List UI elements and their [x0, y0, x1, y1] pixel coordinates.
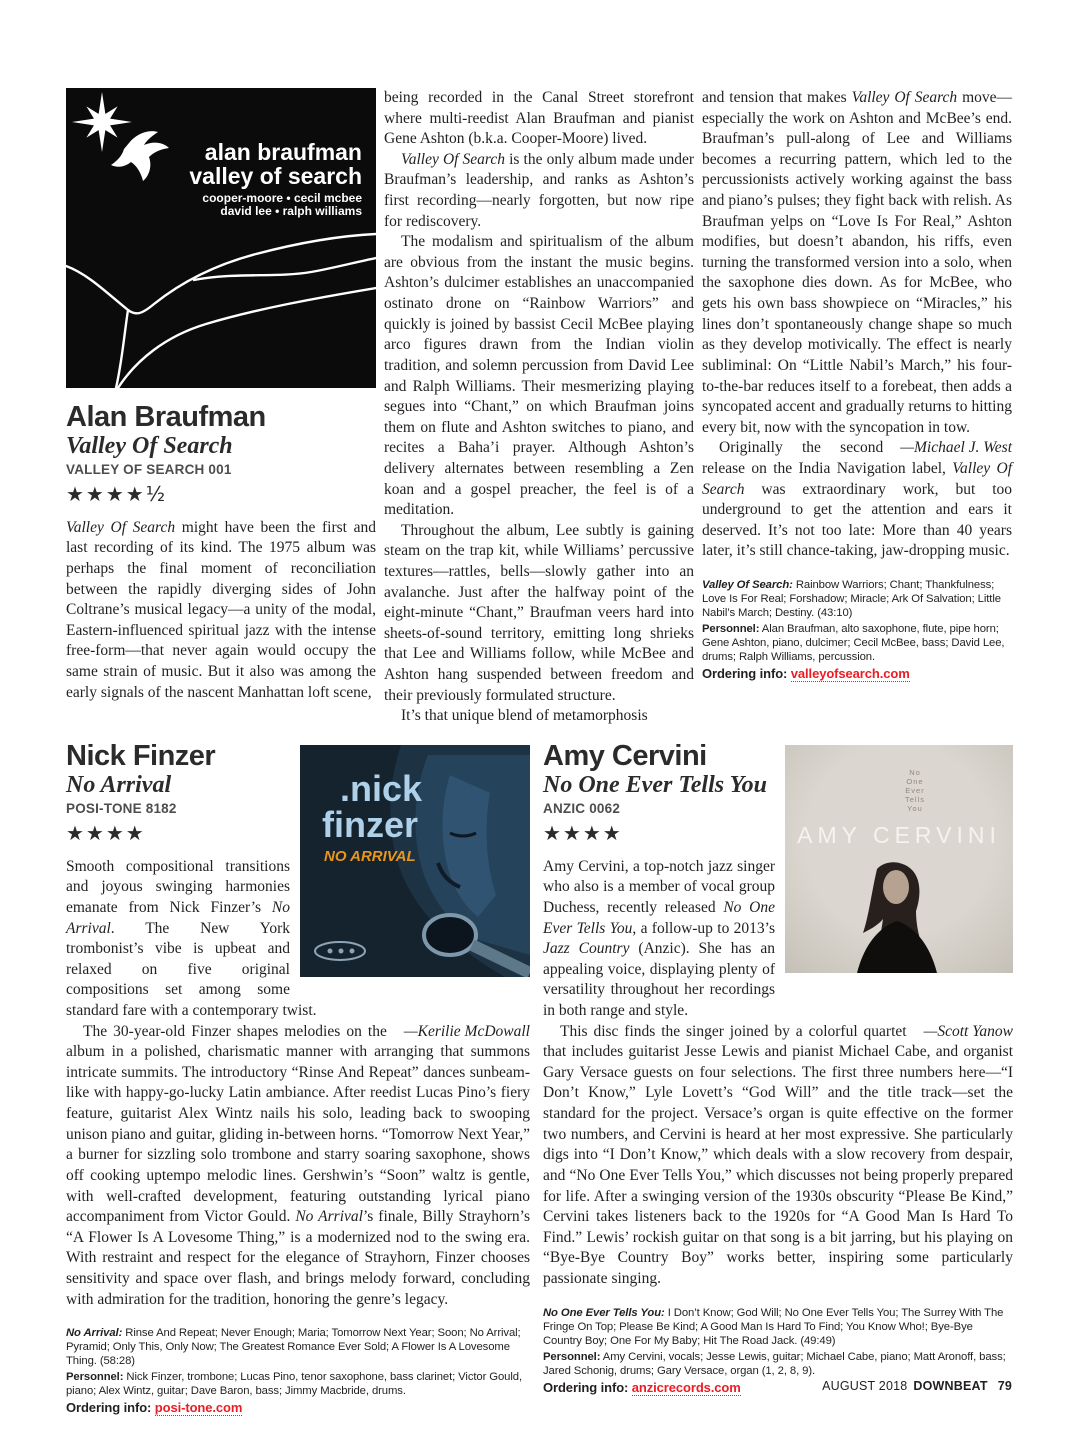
album-title: Valley Of Search [66, 432, 233, 459]
ordering-label: Ordering info: [543, 1379, 632, 1395]
tracklist-label: No Arrival: [66, 1327, 123, 1340]
tracklist-text: Rainbow Warriors; Chant; Thankfulness; Love Is For Real; Forshadow; Miracle; Ark Of Salvation; Little Nabil’s March; Destiny. (43:10) [702, 579, 1001, 620]
star-rating: ★★★★ [543, 820, 623, 845]
cover-title-line1: .nick [340, 768, 423, 809]
artist-name: Amy Cervini [543, 740, 707, 772]
braufman-album-info [702, 578, 1012, 682]
finzer-album-info [66, 1326, 530, 1416]
ordering-link[interactable]: valleyofsearch.com [790, 666, 910, 682]
personnel-label: Personnel: [702, 623, 760, 636]
cover-title-line2: valley of search [189, 163, 362, 189]
italic-run: Valley Of Search [851, 89, 958, 106]
paragraph [543, 1022, 1013, 1290]
braufman-cover-art [66, 88, 376, 388]
text-run: , a follow-up to 2013’s [632, 919, 775, 937]
personnel [702, 622, 1012, 664]
finzer-cover-art [300, 745, 530, 977]
paragraph [384, 150, 694, 232]
cover-title-line2: finzer [322, 804, 419, 845]
text-run: and tension that makes [702, 89, 852, 106]
paragraph [66, 1022, 530, 1311]
tracklist-text: I Don’t Know; God Will; No One Ever Tells You; The Surrey With The Fringe On Top; Please Be Kind; A Good Man Is Hard To Find; You Know Who!; Bye-Bye Country Boy; One For My Baby; Hit The Road Jack. (49:49) [543, 1306, 1004, 1347]
text-run: might have been the first and last recording of its kind. The 1975 album was perhaps the final moment of reconciliation between the rapidly diverging sides of John Coltrane’s musical legacy—a unity of the modal, Eastern-influenced spiritual jazz with the intense free-form—that never again would occupy the same strain of music. But it also was among the early signals of the nascent Manhattan loft scene, [66, 518, 376, 701]
text-run: being recorded in the Canal Street storefront where multi-reedist Alan Braufman and pianist Gene Ashton (b.k.a. Cooper-Moore) lived. [384, 89, 694, 148]
italic-run: No Arrival [66, 898, 290, 937]
tracklist [543, 1306, 1013, 1348]
svg-text:One: One [906, 777, 924, 786]
footer-page-number: 79 [997, 1379, 1012, 1393]
italic-run: No One Ever Tells You [543, 898, 775, 937]
braufman-column-2 [384, 88, 694, 727]
personnel-label: Personnel: [543, 1350, 601, 1363]
reviewer-byline: —Scott Yanow [923, 1022, 1013, 1040]
text-run: It’s that unique blend of metamorphosis [401, 707, 648, 725]
personnel-text: Alan Braufman, alto saxophone, flute, pipe horn; Gene Ashton, piano, dulcimer; Cecil McBee, bass; David Lee, drums; Ralph Williams, percussion. [702, 623, 1005, 664]
personnel-text: Amy Cervini, vocals; Jesse Lewis, guitar; Michael Cabe, piano; Matt Aronoff, bass; Jared Schonig, drums; Gary Versace, organ (1, 2, 8, 9). [543, 1350, 1006, 1377]
cervini-review [543, 742, 1013, 1398]
braufman-header [66, 403, 376, 506]
cover-credits-line2: david lee • ralph williams [220, 204, 362, 218]
text-run: move—especially the work on Ashton and McBee’s end. Braufman’s pull-along of Lee and Williams becomes a recurring pattern, which led to the percussionists actively working against the bass and piano’s pulses; they fight back with relish. As Braufman yelps on “Love Is For Real,” Ashton modifies, but doesn’t abandon, his riffs, even turning the transformed version into a solo, when the saxophone dies down. As for McBee, who gets his own bass showpiece on “Miracles,” his lines don’t spontaneously change shape so much as they develop motivically. The effect is nearly subliminal: On “Little Nabil’s March,” his four-to-the-bar reduces itself to a forebeat, then adds a syncopated accent and gradually returns to hitting every bit, now with the syncopation in tow. [702, 89, 1013, 436]
ordering-link[interactable]: posi-tone.com [154, 1400, 243, 1416]
ordering-info [702, 666, 1012, 682]
text-run: The 30-year-old Finzer shapes melodies on the album in a polished, charismatic manner with arranging that summons intricate summits. The introductory “Rinse And Repeat” dances sunbeam-like with happy-go-lucky Latin ambiance. After reedist Lucas Pino’s fiery feature, guitarist Alex Wintz nails his solo, leading back to swooping unison piano and guitar, gliding in-between horns. “Tomorrow Next Year,” a burner for sizzling solo trombone and starry soaring saxophone, shows off cooking uptempo melodic lines. Gershwin’s “Soon” waltz is gentle, with well-crafted development, featuring outstanding lyrical piano accompaniment from Victor Gould. [66, 1022, 530, 1226]
paragraph [384, 232, 694, 521]
italic-run: Valley Of Search [702, 459, 1013, 498]
braufman-column-1 [66, 88, 376, 727]
text-run: Originally the second release on the India Navigation label, [702, 439, 953, 477]
reviewer-byline: —Kerilie McDowall [403, 1022, 530, 1040]
catalog-number: VALLEY OF SEARCH 001 [66, 461, 232, 477]
cover-subtitle: NO ARRIVAL [324, 848, 416, 865]
album-title: No Arrival [66, 771, 172, 798]
footer-issue: AUGUST 2018 [822, 1379, 908, 1393]
paragraph [702, 438, 1012, 562]
tracklist-text: Rinse And Repeat; Never Enough; Maria; Tomorrow Next Year; Soon; No Arrival; Pyramid; Only This, Only Now; The Greatest Romance Ever Sold; A Flower Is A Lovesome Thing. (58:28) [66, 1327, 521, 1368]
italic-run: No Arrival [295, 1208, 363, 1226]
page-footer [822, 1379, 1012, 1393]
star-rating: ★★★★½ [66, 481, 168, 506]
svg-text:You: You [907, 804, 923, 813]
paragraph [702, 88, 1012, 438]
ordering-info [66, 1400, 530, 1416]
text-run: was extraordinary work, but too underground to get the attention and ears it deserved. It’s not too late: More than 40 years later, it’s still chance-taking, jaw-dropping music. [702, 480, 1012, 560]
italic-run: Valley Of Search [66, 518, 176, 536]
text-run: ’s finale, Billy Strayhorn’s “A Flower Is A Lovesome Thing,” is a modernized nod to the swing era. With restraint and respect for the elegance of Strayhorn, Finzer chooses sensitivity and space over flash, and brings melody forward, concluding with admiration for the tradition, honoring the genre’s legacy. [66, 1208, 530, 1308]
braufman-column-3 [702, 88, 1012, 727]
review-text-col1 [66, 518, 376, 703]
reviewer-byline: —Michael J. West [900, 439, 1012, 457]
ordering-link[interactable]: anzicrecords.com [631, 1379, 741, 1395]
text-run: . The New York trombonist’s vibe is upbeat and relaxed on five original compositions set among some standard fare with a contemporary twist. [66, 919, 317, 1020]
album-title: No One Ever Tells You [543, 771, 768, 798]
text-run: Smooth compositional transitions and joyous swinging harmonies emanate from Nick Finzer’s [66, 857, 290, 916]
footer-magazine-name: DOWNBEAT [913, 1379, 988, 1393]
finzer-review [66, 742, 530, 1418]
text-run: The modalism and spiritualism of the album are obvious from the instant the music begins. Ashton’s dulcimer establishes an unaccompanied ostinato drone on “Rainbow Warriors” and quickly is joined by bassist Cecil McBee playing arco figures drawn from the Indian violin tradition, and solemn percussion from David Lee and Ralph Williams. Their mesmerizing playing segues into “Chant,” on which Braufman joins them on flute and Ashton switches to piano, and recites a Baha’i prayer. Although Ashton’s delivery alternates between resembling a Zen koan and a gospel preacher, the feel is of a meditation. [384, 233, 694, 519]
tracklist-label: No One Ever Tells You: [543, 1306, 665, 1319]
paragraph [384, 706, 694, 727]
tracklist [66, 1326, 530, 1368]
artist-name: Nick Finzer [66, 740, 216, 772]
album-cover-braufman [66, 88, 376, 388]
review-text-col3 [702, 88, 1012, 562]
ordering-label: Ordering info: [702, 666, 791, 682]
text-run: This disc finds the singer joined by a colorful quartet that includes guitarist Jesse Lewis and pianist Michael Cabe, and organist Gary Versace guests on four selections. The first three numbers here—“I Don’t Know,” Lyle Lovett’s “God Will” and the title track—set the standard for the project. Versace’s organ is quite effective on the former two numbers, and Cervini is heard at her most expressive. She particularly digs into “I Don’t Know,” which deals with a slow recovery from despair, and “No One Ever Tells You,” which discusses not being properly prepared for life. After a swinging version of the 1930s obscurity “Please Be Kind,” Cervini takes listeners back to the 1920s for “A Good Man Is Hard To Find.” Lewis’ rockish guitar on that song is a bit jarring, but his playing on “Bye-Bye Country Boy” works better, inspiring some particularly passionate singing. [543, 1022, 1013, 1287]
text-run: (Anzic). She has an appealing voice, displaying plenty of versatility throughout her recordings in both range and style. [543, 940, 776, 1020]
personnel-label: Personnel: [66, 1371, 124, 1384]
tracklist-label: Valley Of Search: [702, 579, 793, 592]
star-rating: ★★★★ [66, 820, 146, 845]
album-cover-finzer [300, 745, 530, 982]
tracklist [702, 578, 1012, 620]
ordering-label: Ordering info: [66, 1400, 155, 1416]
personnel [543, 1350, 1013, 1378]
svg-text:Ever: Ever [905, 786, 925, 795]
svg-text:No: No [909, 768, 921, 777]
braufman-review [66, 88, 1012, 727]
trombone-mouthpiece [424, 915, 476, 955]
paragraph [66, 518, 376, 703]
album-cover-cervini [785, 745, 1013, 978]
cover-title-line1: alan braufman [204, 139, 362, 165]
catalog-number: ANZIC 0062 [543, 800, 621, 816]
svg-text:Tells: Tells [904, 795, 926, 804]
italic-run: Jazz Country [543, 940, 630, 958]
text-run: Amy Cervini, a top-notch jazz singer who also is a member of vocal group Duchess, recently released [543, 857, 775, 916]
personnel-text: Nick Finzer, trombone; Lucas Pino, tenor saxophone, bass clarinet; Victor Gould, piano; Alex Wintz, guitar; Dave Baron, bass; Jimmy Macbride, drums. [66, 1371, 522, 1398]
cervini-cover-art [785, 745, 1013, 973]
paragraph [384, 88, 694, 150]
text-run: is the only album made under Braufman’s leadership, and ranks as Ashton’s first recording—nearly forgotten, but now ripe for rediscovery. [384, 150, 695, 230]
cover-artist-name: AMY CERVINI [797, 822, 1001, 848]
personnel [66, 1370, 530, 1398]
artist-name: Alan Braufman [66, 401, 266, 433]
text-run: Throughout the album, Lee subtly is gaining steam on the trap kit, while Williams’ percussive textures—rattles, bells—slowly gather into an avalanche. Just after the halfway point of the eight-minute “Chant,” Braufman veers hard into sheets-of-sound territory, emitting long shrieks that Lee and Williams follow, while McBee and Ashton hang suspended between freedom and their previously formulated structure. [384, 521, 694, 704]
cover-credits-line1: cooper-moore • cecil mcbee [202, 191, 362, 205]
catalog-number: POSI-TONE 8182 [66, 800, 177, 816]
italic-run: Valley Of Search [401, 150, 506, 168]
paragraph [384, 521, 694, 706]
